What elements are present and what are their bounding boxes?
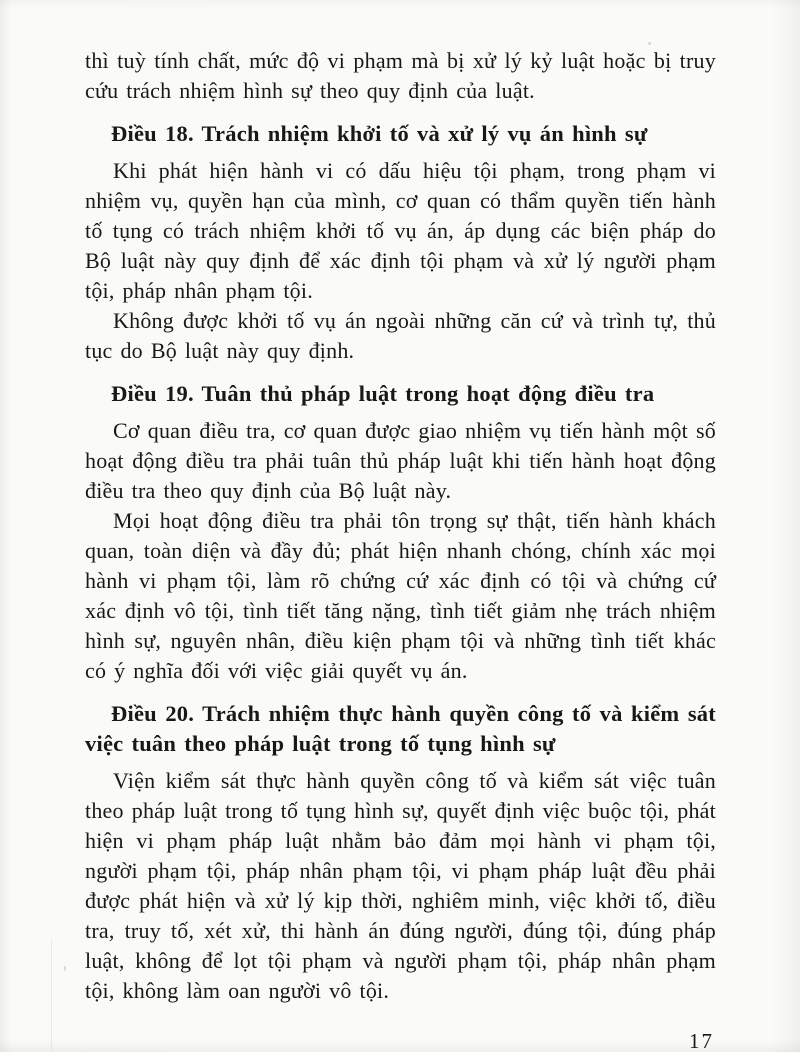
scan-artifact-speck: [648, 42, 651, 45]
article-20-paragraph-1: Viện kiểm sát thực hành quyền công tố và kiểm sát việc tuân theo pháp luật trong tố tụng hình sự, quyết định việc buộc tội, phát hiện vi phạm pháp luật nhằm bảo đảm mọi hành vi phạm tội, người phạm tội, pháp nhân phạm tội, vi phạm pháp luật đều phải được phát hiện và xử lý kịp thời, nghiêm minh, việc khởi tố, điều tra, truy tố, xét xử, thi hành án đúng người, đúng tội, đúng pháp luật, không để lọt tội phạm và người phạm tội, pháp nhân phạm tội, không làm oan người vô tội.: [85, 768, 716, 1003]
paragraph-continued-from-previous-page: thì tuỳ tính chất, mức độ vi phạm mà bị xử lý kỷ luật hoặc bị truy cứu trách nhiệm hình sự theo quy định của luật.: [85, 48, 716, 103]
scan-artifact-speck: [64, 966, 66, 971]
article-18-paragraph-1: Khi phát hiện hành vi có dấu hiệu tội phạm, trong phạm vi nhiệm vụ, quyền hạn của mình, cơ quan có thẩm quyền tiến hành tố tụng có trách nhiệm khởi tố vụ án, áp dụng các biện pháp do Bộ luật này quy định để xác định tội phạm và xử lý người phạm tội, pháp nhân phạm tội.: [85, 158, 716, 303]
article-19-paragraph-2: Mọi hoạt động điều tra phải tôn trọng sự thật, tiến hành khách quan, toàn diện và đầy đủ; phát hiện nhanh chóng, chính xác mọi hành vi phạm tội, làm rõ chứng cứ xác định có tội và chứng cứ xác định vô tội, tình tiết tăng nặng, tình tiết giảm nhẹ trách nhiệm hình sự, nguyên nhân, điều kiện phạm tội và những tình tiết khác có ý nghĩa đối với việc giải quyết vụ án.: [85, 508, 716, 683]
article-18-paragraph-2: Không được khởi tố vụ án ngoài những căn cứ và trình tự, thủ tục do Bộ luật này quy định.: [85, 308, 716, 363]
article-19-paragraph-1: Cơ quan điều tra, cơ quan được giao nhiệm vụ tiến hành một số hoạt động điều tra phải tuân thủ pháp luật khi tiến hành hoạt động điều tra theo quy định của Bộ luật này.: [85, 418, 716, 503]
scan-artifact-edge-line: [51, 940, 52, 1052]
article-18-heading: Điều 18. Trách nhiệm khởi tố và xử lý vụ án hình sự: [111, 121, 648, 146]
article-19-heading: Điều 19. Tuân thủ pháp luật trong hoạt động điều tra: [111, 381, 655, 406]
article-20-heading: Điều 20. Trách nhiệm thực hành quyền công tố và kiểm sát việc tuân theo pháp luật trong tố tụng hình sự: [85, 701, 716, 756]
page-number: 17: [689, 1029, 714, 1052]
